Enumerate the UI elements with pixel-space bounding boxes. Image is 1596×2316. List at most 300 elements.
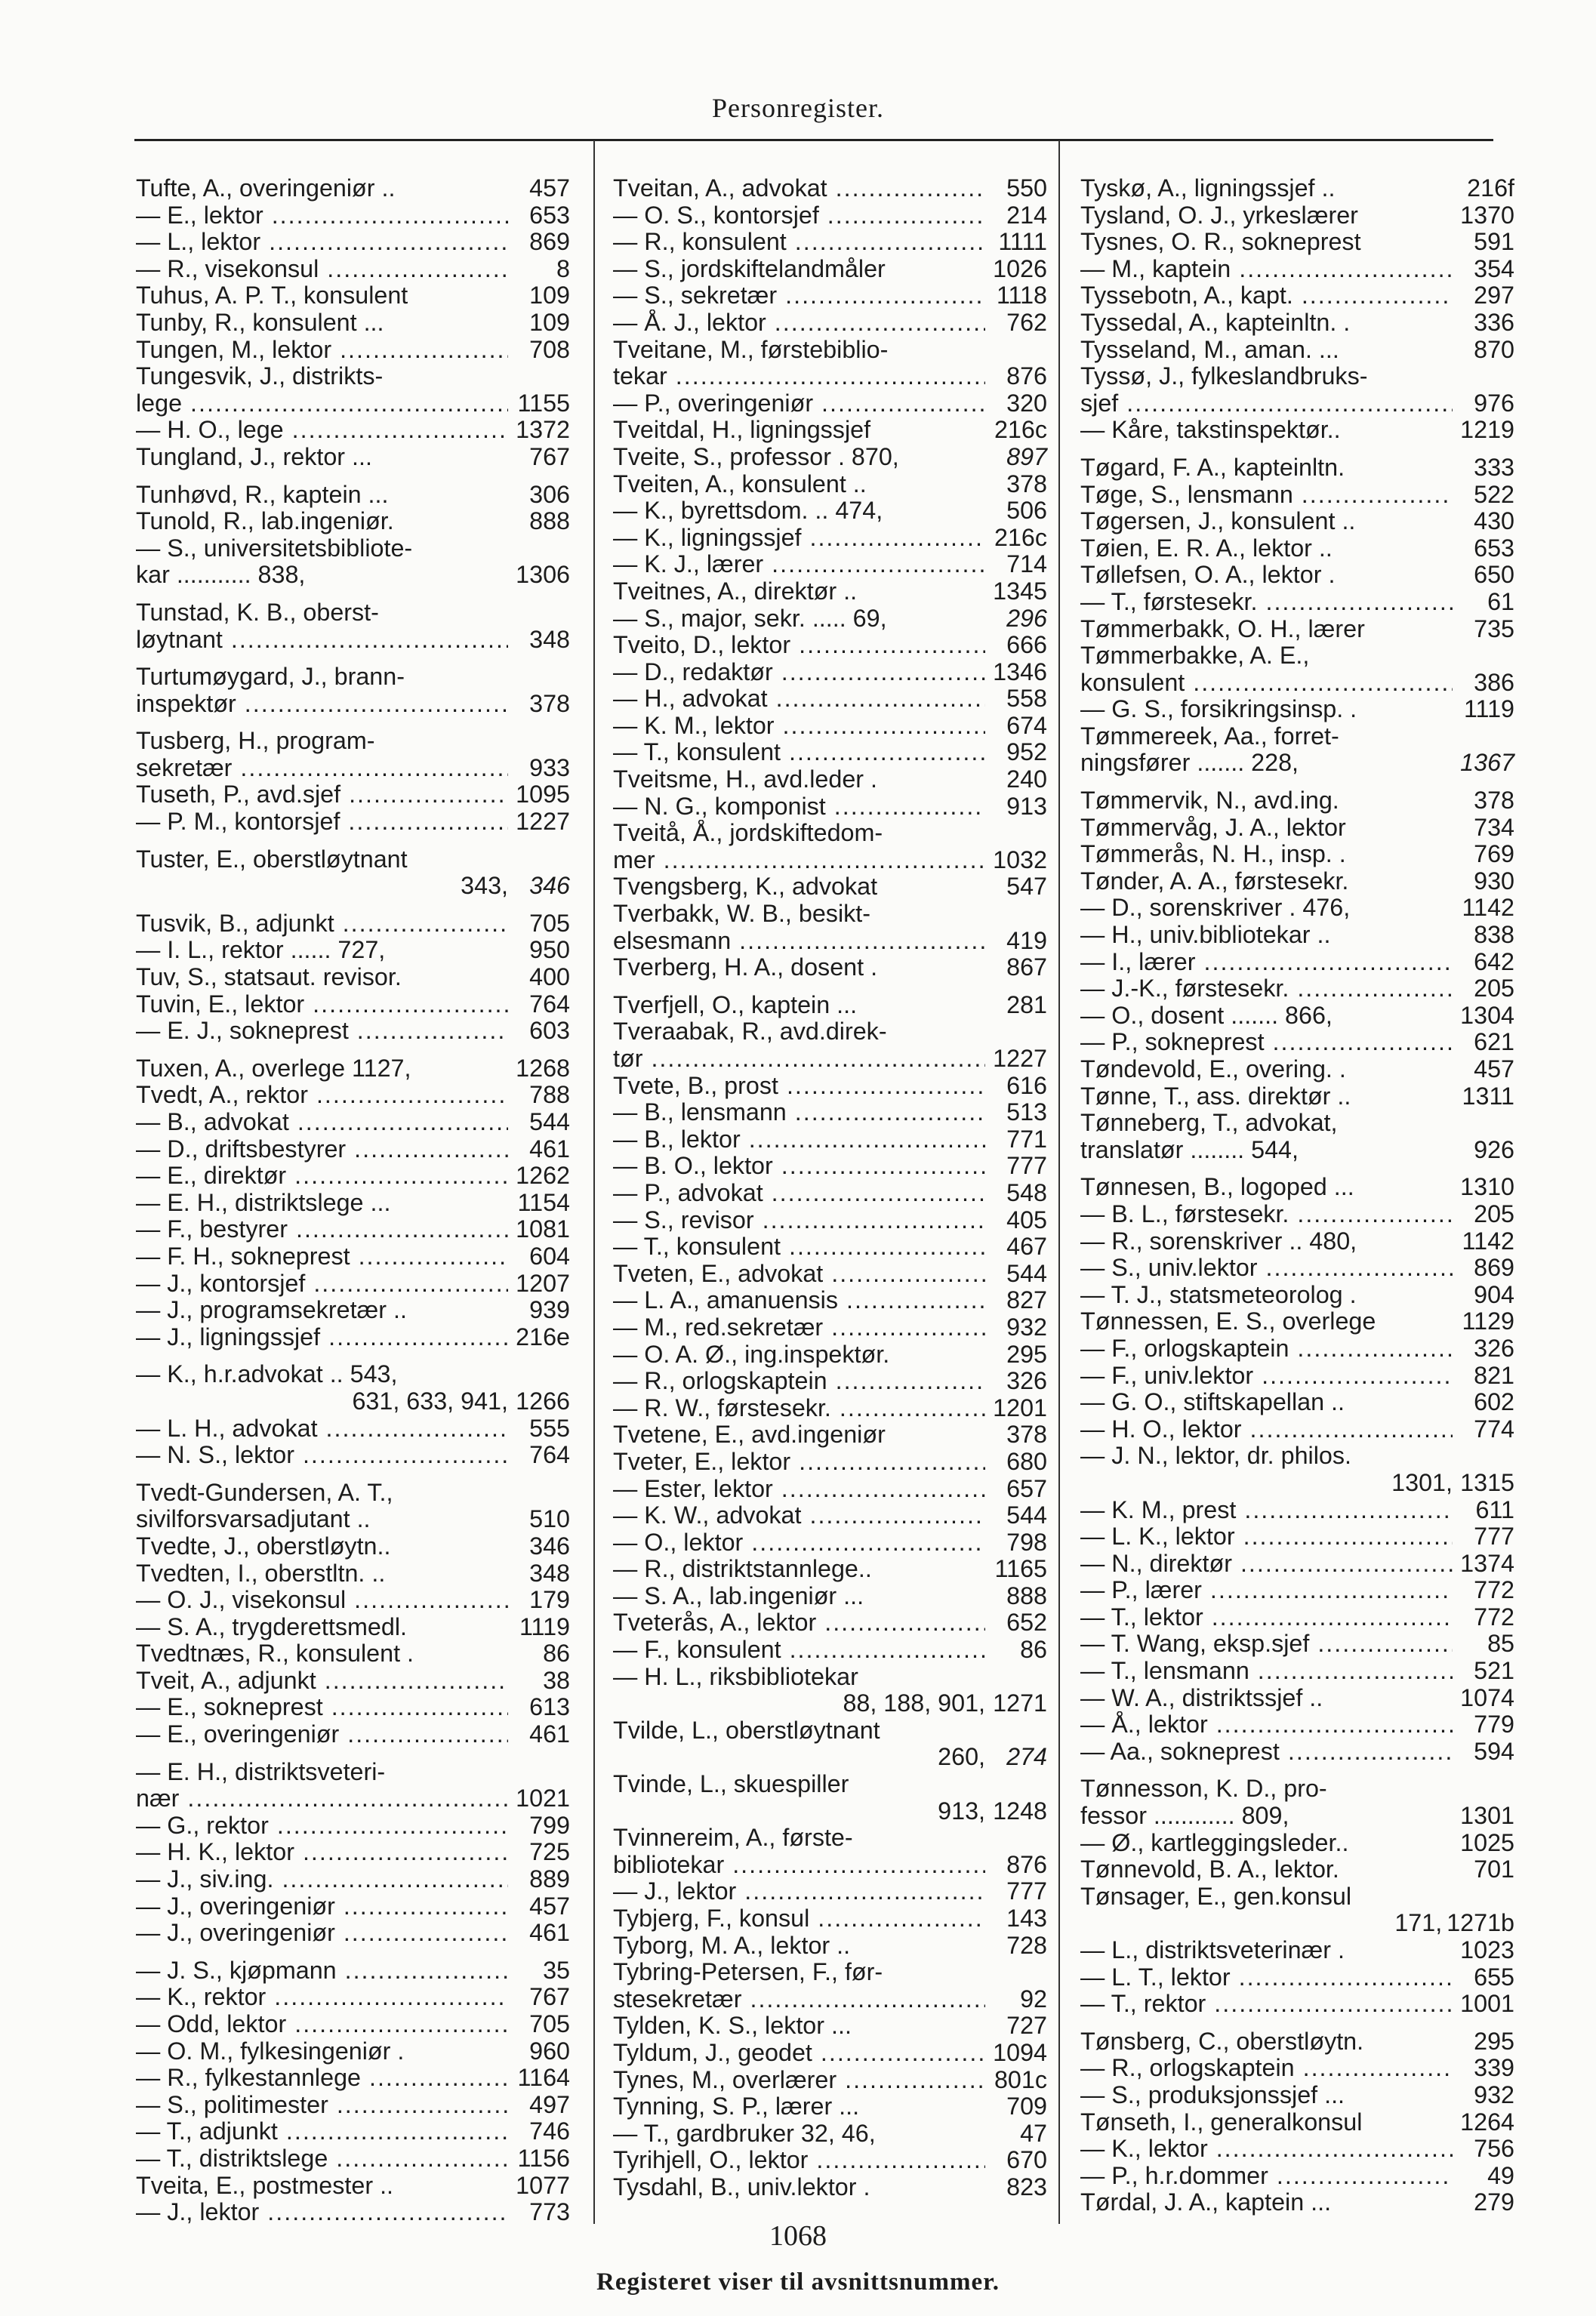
entry-name: — L. T., lektor ..... bbox=[1080, 1964, 1453, 1991]
register-entry bbox=[1080, 1523, 1514, 1551]
entry-reference: 1311 bbox=[1462, 1082, 1514, 1110]
register-entry bbox=[136, 390, 570, 417]
entry-name: — S., revisor ..... bbox=[613, 1207, 985, 1234]
register-entry bbox=[1080, 841, 1514, 868]
entry-reference: 544 bbox=[1006, 1259, 1047, 1287]
entry-reference: 764 bbox=[529, 1441, 570, 1469]
register-entry bbox=[136, 808, 570, 836]
entry-reference: 939 bbox=[529, 1296, 570, 1324]
register-entry bbox=[1080, 1604, 1514, 1631]
register-entry bbox=[613, 1287, 1047, 1314]
register-entry bbox=[1080, 2163, 1514, 2190]
entry-name: — D., sorenskriver . 476, bbox=[1080, 895, 1351, 922]
entry-reference: 821 bbox=[1474, 1361, 1514, 1389]
entry-name: Tveitsme, H., avd.leder . bbox=[613, 766, 877, 793]
register-entry bbox=[136, 728, 570, 755]
register-entry bbox=[613, 766, 1047, 793]
entry-reference: 1207 bbox=[516, 1269, 570, 1297]
entry-name: — T. J., statsmeteorolog . bbox=[1080, 1281, 1357, 1308]
register-entry bbox=[1080, 175, 1514, 202]
entry-reference: 295 bbox=[1006, 1340, 1047, 1368]
entry-reference: 430 bbox=[1474, 507, 1514, 535]
entry-reference: 214 bbox=[1006, 201, 1047, 229]
register-entry bbox=[1080, 1174, 1514, 1201]
entry-name: — L. H., advokat ..... bbox=[136, 1415, 508, 1443]
entry-reference: 735 bbox=[1474, 614, 1514, 642]
entry-reference: 1156 bbox=[517, 2144, 570, 2172]
register-entry bbox=[136, 1082, 570, 1109]
entry-name: — J. N., lektor, dr. philos. bbox=[1080, 1443, 1351, 1470]
entry-reference: 1118 bbox=[996, 282, 1047, 310]
register-entry bbox=[1080, 1910, 1514, 1937]
register-entry bbox=[1080, 1883, 1514, 1911]
entry-name: Tybjerg, F., konsul ..... bbox=[613, 1905, 985, 1933]
entry-name: — K., byrettsdom. .. 474, bbox=[613, 497, 883, 525]
entry-name: — N., direktør ..... bbox=[1080, 1551, 1453, 1578]
register-entry bbox=[1080, 229, 1514, 256]
entry-name: — K., ligningssjef ..... bbox=[613, 525, 985, 552]
entry-reference: 1372 bbox=[516, 416, 570, 444]
entry-name: Tverfjell, O., kaptein ... bbox=[613, 991, 858, 1018]
entry-reference: 827 bbox=[1006, 1286, 1047, 1314]
register-entry bbox=[613, 954, 1047, 981]
entry-reference: 1370 bbox=[1460, 201, 1514, 229]
entry-reference: 1227 bbox=[993, 1045, 1047, 1072]
register-entry bbox=[613, 2093, 1047, 2120]
register-entry bbox=[136, 1297, 570, 1324]
register-column-2 bbox=[613, 175, 1047, 2201]
entry-name: 171, bbox=[1394, 1910, 1443, 1937]
entry-reference: 933 bbox=[529, 753, 570, 781]
entry-name: — K. M., prest ..... bbox=[1080, 1497, 1453, 1524]
register-entry bbox=[1080, 1282, 1514, 1309]
entry-name: inspektør ..... bbox=[136, 691, 508, 718]
register-entry bbox=[136, 1812, 570, 1840]
register-entry bbox=[1080, 1137, 1514, 1164]
entry-name: — O., lektor ..... bbox=[613, 1529, 985, 1557]
entry-reference: 913 bbox=[1006, 792, 1047, 820]
entry-name: — J., lektor ..... bbox=[613, 1878, 985, 1905]
entry-reference: 604 bbox=[529, 1242, 570, 1270]
register-entry bbox=[136, 363, 570, 390]
entry-name: — D., redaktør ..... bbox=[613, 659, 985, 686]
register-entry bbox=[1080, 1856, 1514, 1883]
register-entry bbox=[613, 525, 1047, 552]
entry-reference: 950 bbox=[529, 936, 570, 964]
register-entry bbox=[1080, 202, 1514, 229]
entry-name: — K., rektor ..... bbox=[136, 1984, 508, 2011]
register-entry bbox=[613, 282, 1047, 310]
entry-reference: 1142 bbox=[1462, 894, 1514, 922]
register-entry bbox=[613, 1609, 1047, 1637]
entry-name: — J., lektor ..... bbox=[136, 2199, 508, 2226]
register-entry bbox=[1080, 337, 1514, 364]
entry-name: — R., orlogskaptein ..... bbox=[613, 1368, 985, 1395]
register-entry bbox=[1080, 1937, 1514, 1964]
entry-name: Tørdal, J. A., kaptein ... bbox=[1080, 2189, 1332, 2216]
register-entry bbox=[136, 691, 570, 718]
entry-name: Tysnes, O. R., sokneprest bbox=[1080, 229, 1361, 256]
entry-reference: 603 bbox=[529, 1017, 570, 1045]
register-entry bbox=[136, 2173, 570, 2200]
entry-name: Tveter, E., lektor ..... bbox=[613, 1449, 985, 1476]
entry-name: — K. J., lærer ..... bbox=[613, 551, 985, 578]
entry-reference: 701 bbox=[1474, 1856, 1514, 1883]
entry-name: Tønder, A. A., førstesekr. bbox=[1080, 867, 1349, 895]
entry-reference: 297 bbox=[1474, 282, 1514, 310]
register-entry bbox=[136, 1640, 570, 1668]
entry-reference: 461 bbox=[529, 1135, 570, 1163]
entry-reference: 705 bbox=[529, 909, 570, 937]
register-entry bbox=[136, 2011, 570, 2038]
register-entry bbox=[136, 2038, 570, 2065]
entry-name: Tungen, M., lektor ..... bbox=[136, 337, 508, 364]
entry-reference: 544 bbox=[529, 1108, 570, 1135]
register-entry bbox=[613, 175, 1047, 202]
entry-name: Tønsberg, C., oberstløytn. bbox=[1080, 2028, 1364, 2055]
entry-reference: 870 bbox=[1474, 335, 1514, 363]
entry-name: — L. A., amanuensis ..... bbox=[613, 1287, 985, 1314]
entry-name: 1301, bbox=[1391, 1469, 1453, 1496]
entry-name: Tvedt-Gundersen, A. T., bbox=[136, 1479, 393, 1506]
entry-reference: 1271 bbox=[993, 1689, 1047, 1717]
entry-reference: 86 bbox=[1020, 1636, 1047, 1664]
entry-reference: 774 bbox=[1474, 1415, 1514, 1443]
entry-reference: 1119 bbox=[519, 1612, 570, 1640]
entry-name: — F. H., sokneprest ..... bbox=[136, 1243, 508, 1270]
entry-name: kar ........... 838, bbox=[136, 562, 306, 589]
entry-name: — P. M., kontorsjef ..... bbox=[136, 808, 508, 836]
register-entry bbox=[1080, 417, 1514, 444]
register-entry bbox=[613, 1905, 1047, 1933]
entry-reference: 521 bbox=[1474, 1657, 1514, 1685]
entry-name: Tveitnes, A., direktør .. bbox=[613, 577, 858, 605]
entry-name: — Ø., kartleggingsleder.. bbox=[1080, 1829, 1349, 1856]
register-entry bbox=[136, 1109, 570, 1136]
entry-name: Tønneberg, T., advokat, bbox=[1080, 1110, 1338, 1137]
register-entry bbox=[136, 417, 570, 444]
entry-name: løytnant ..... bbox=[136, 627, 508, 654]
register-entry bbox=[613, 739, 1047, 766]
entry-reference: 1074 bbox=[1460, 1683, 1514, 1711]
entry-reference: 339 bbox=[1474, 2054, 1514, 2082]
entry-name: Tuseth, P., avd.sjef ..... bbox=[136, 781, 508, 808]
register-entry bbox=[613, 1395, 1047, 1422]
entry-name: Tveite, S., professor . 870, bbox=[613, 443, 899, 470]
entry-name: Tvedte, J., oberstløytn.. bbox=[136, 1532, 391, 1560]
entry-name: Tynes, M., overlærer ..... bbox=[613, 2067, 985, 2094]
entry-name: — K. W., advokat ..... bbox=[613, 1502, 985, 1529]
entry-name: — B., lensmann ..... bbox=[613, 1099, 985, 1126]
entry-reference: 109 bbox=[529, 308, 570, 336]
entry-reference: 179 bbox=[529, 1586, 570, 1614]
entry-name: — B., advokat ..... bbox=[136, 1109, 508, 1136]
entry-reference: 544 bbox=[1006, 1501, 1047, 1529]
entry-name: — J., overingeniør ..... bbox=[136, 1893, 508, 1920]
entry-reference: 1262 bbox=[516, 1162, 570, 1190]
entry-reference: 1023 bbox=[1460, 1936, 1514, 1963]
register-entry bbox=[1080, 454, 1514, 482]
register-entry bbox=[1080, 750, 1514, 777]
register-entry bbox=[1080, 2055, 1514, 2082]
entry-name: sjef ..... bbox=[1080, 390, 1453, 417]
entry-name: 913, bbox=[938, 1797, 985, 1825]
entry-reference: 869 bbox=[529, 228, 570, 256]
register-entry bbox=[136, 1694, 570, 1721]
entry-reference: 767 bbox=[529, 1983, 570, 2011]
register-entry bbox=[613, 2120, 1047, 2148]
entry-name: Tveterås, A., lektor ..... bbox=[613, 1609, 985, 1637]
register-entry bbox=[1080, 868, 1514, 895]
entry-reference: 457 bbox=[529, 1892, 570, 1920]
entry-reference: 296 bbox=[1006, 604, 1047, 632]
entry-name: Turtumøygard, J., brann- bbox=[136, 664, 405, 691]
register-entry bbox=[136, 282, 570, 310]
entry-reference: 876 bbox=[1006, 1850, 1047, 1878]
register-entry bbox=[1080, 1577, 1514, 1604]
register-entry bbox=[136, 1163, 570, 1190]
entry-name: — S., universitetsbibliote- bbox=[136, 534, 413, 562]
register-entry bbox=[136, 1721, 570, 1748]
register-entry bbox=[1080, 949, 1514, 976]
column-divider bbox=[593, 140, 595, 2224]
register-entry bbox=[613, 820, 1047, 847]
entry-name: Tveitå, Å., jordskiftedom- bbox=[613, 820, 883, 847]
entry-name: — H. K., lektor ..... bbox=[136, 1839, 508, 1866]
entry-name: Tveito, D., lektor ..... bbox=[613, 632, 985, 659]
entry-reference: 461 bbox=[529, 1720, 570, 1748]
entry-name: — L., distriktsveterinær . bbox=[1080, 1937, 1345, 1963]
register-entry bbox=[613, 1825, 1047, 1852]
entry-name: Tverberg, H. A., dosent . bbox=[613, 954, 878, 981]
entry-name: Tvinnereim, A., første- bbox=[613, 1825, 853, 1852]
entry-reference: 655 bbox=[1474, 1963, 1514, 1991]
entry-name: — R. W., førstesekr. ..... bbox=[613, 1395, 985, 1422]
register-entry bbox=[136, 873, 570, 900]
register-entry bbox=[613, 1476, 1047, 1503]
entry-reference: 320 bbox=[1006, 389, 1047, 417]
entry-reference: 1268 bbox=[516, 1054, 570, 1082]
entry-reference: 1271b bbox=[1447, 1909, 1514, 1937]
entry-reference: 61 bbox=[1487, 587, 1514, 615]
entry-reference: 86 bbox=[543, 1640, 570, 1668]
entry-name: — K., h.r.advokat .. 543, bbox=[136, 1361, 398, 1388]
register-entry bbox=[613, 310, 1047, 337]
entry-reference: 771 bbox=[1006, 1125, 1047, 1153]
entry-reference: 1346 bbox=[993, 658, 1047, 685]
register-entry bbox=[1080, 482, 1514, 509]
register-entry bbox=[613, 2147, 1047, 2174]
entry-name: Tøgard, F. A., kapteinltn. bbox=[1080, 454, 1345, 481]
entry-name: Tøllefsen, O. A., lektor . bbox=[1080, 562, 1336, 589]
register-entry bbox=[1080, 2028, 1514, 2056]
entry-name: Tusberg, H., program- bbox=[136, 728, 375, 755]
entry-name: — G. O., stiftskapellan .. bbox=[1080, 1389, 1345, 1416]
entry-name: — J.-K., førstesekr. ..... bbox=[1080, 975, 1453, 1002]
register-entry bbox=[613, 2040, 1047, 2067]
entry-name: Tvete, B., prost ..... bbox=[613, 1073, 985, 1100]
entry-reference: 1367 bbox=[1460, 749, 1514, 777]
register-entry bbox=[613, 1744, 1047, 1771]
register-entry bbox=[1080, 589, 1514, 616]
entry-name: — M., kaptein ..... bbox=[1080, 256, 1453, 283]
entry-name: — P., advokat ..... bbox=[613, 1180, 985, 1207]
register-entry bbox=[136, 1018, 570, 1045]
entry-name: Tysdahl, B., univ.lektor . bbox=[613, 2173, 870, 2201]
register-entry bbox=[136, 1839, 570, 1866]
entry-reference: 798 bbox=[1006, 1528, 1047, 1556]
entry-name: — E. J., sokneprest ..... bbox=[136, 1018, 508, 1045]
register-entry bbox=[613, 551, 1047, 578]
entry-reference: 772 bbox=[1474, 1603, 1514, 1631]
entry-name: — E., overingeniør ..... bbox=[136, 1721, 508, 1748]
entry-name: — I. L., rektor ...... 727, bbox=[136, 937, 386, 964]
entry-reference: 1164 bbox=[517, 2064, 570, 2092]
entry-reference: 8 bbox=[556, 254, 570, 282]
entry-name: — R., sorenskriver .. 480, bbox=[1080, 1227, 1357, 1255]
register-entry bbox=[613, 1502, 1047, 1529]
entry-name: Tynning, S. P., lærer ... bbox=[613, 2093, 860, 2120]
entry-reference: 1155 bbox=[517, 389, 570, 417]
entry-reference: 348 bbox=[529, 625, 570, 653]
entry-name: stesekretær ..... bbox=[613, 1986, 985, 2013]
entry-name: — T., rektor ..... bbox=[1080, 1991, 1453, 2018]
register-entry bbox=[613, 1368, 1047, 1395]
register-entry bbox=[613, 873, 1047, 901]
entry-reference: 773 bbox=[529, 2198, 570, 2226]
entry-reference: 613 bbox=[529, 1693, 570, 1721]
entry-name: Tveitdal, H., ligningssjef bbox=[613, 417, 871, 444]
register-entry bbox=[613, 1018, 1047, 1046]
entry-name: sivilforsvarsadjutant .. bbox=[136, 1506, 371, 1533]
register-entry bbox=[1080, 1201, 1514, 1228]
entry-name: — K. M., lektor ..... bbox=[613, 713, 985, 740]
register-entry bbox=[613, 471, 1047, 498]
register-entry bbox=[136, 2092, 570, 2119]
entry-reference: 621 bbox=[1474, 1028, 1514, 1056]
register-column-1 bbox=[136, 175, 570, 2226]
entry-reference: 405 bbox=[1006, 1206, 1047, 1233]
entry-reference: 1026 bbox=[993, 254, 1047, 282]
entry-name: Tunhøvd, R., kaptein ... bbox=[136, 481, 389, 508]
register-entry bbox=[613, 390, 1047, 417]
entry-reference: 772 bbox=[1474, 1576, 1514, 1604]
entry-name: — E., direktør ..... bbox=[136, 1163, 508, 1190]
entry-reference: 1021 bbox=[516, 1785, 570, 1812]
entry-name: Tveiten, A., konsulent .. bbox=[613, 470, 867, 497]
entry-reference: 346 bbox=[529, 1532, 570, 1560]
entry-reference: 419 bbox=[1006, 926, 1047, 954]
entry-reference: 378 bbox=[1006, 1421, 1047, 1449]
entry-reference: 1032 bbox=[993, 845, 1047, 873]
entry-name: — P., overingeniør ..... bbox=[613, 390, 985, 417]
entry-reference: 295 bbox=[1474, 2027, 1514, 2055]
register-entry bbox=[136, 627, 570, 654]
entry-name: — Odd, lektor ..... bbox=[136, 2011, 508, 2038]
register-entry bbox=[136, 1560, 570, 1588]
register-entry bbox=[613, 1099, 1047, 1126]
entry-name: — R., konsulent ..... bbox=[613, 229, 985, 256]
register-entry bbox=[1080, 1056, 1514, 1083]
register-entry bbox=[613, 229, 1047, 256]
register-entry bbox=[613, 1421, 1047, 1449]
entry-name: Tuhus, A. P. T., konsulent bbox=[136, 282, 408, 310]
register-entry bbox=[1080, 2109, 1514, 2136]
entry-reference: 889 bbox=[529, 1865, 570, 1893]
entry-name: — J., siv.ing. ..... bbox=[136, 1866, 508, 1893]
entry-reference: 1315 bbox=[1460, 1468, 1514, 1496]
entry-name: Tufte, A., overingeniør .. bbox=[136, 175, 396, 202]
entry-name: Tunstad, K. B., oberst- bbox=[136, 599, 379, 626]
entry-reference: 333 bbox=[1474, 453, 1514, 481]
entry-reference: 952 bbox=[1006, 738, 1047, 766]
register-entry bbox=[136, 964, 570, 991]
entry-reference: 1227 bbox=[516, 808, 570, 836]
register-entry bbox=[136, 1866, 570, 1893]
register-entry bbox=[1080, 390, 1514, 417]
entry-name: Tveitan, A., advokat ..... bbox=[613, 175, 985, 202]
entry-reference: 279 bbox=[1474, 2188, 1514, 2216]
register-entry bbox=[136, 1480, 570, 1507]
entry-name: Tvilde, L., oberstløytnant bbox=[613, 1717, 880, 1744]
register-entry bbox=[613, 497, 1047, 525]
register-entry bbox=[136, 1190, 570, 1217]
register-entry bbox=[613, 2174, 1047, 2201]
register-entry bbox=[613, 1637, 1047, 1664]
entry-name: konsulent ..... bbox=[1080, 670, 1453, 697]
entry-name: — R., visekonsul ..... bbox=[136, 256, 508, 283]
register-entry bbox=[613, 605, 1047, 633]
entry-reference: 1219 bbox=[1460, 416, 1514, 444]
register-entry bbox=[613, 992, 1047, 1019]
entry-reference: 1201 bbox=[993, 1394, 1047, 1421]
entry-name: — R., distriktstannlege.. bbox=[613, 1556, 872, 1583]
entry-reference: 777 bbox=[1474, 1523, 1514, 1551]
register-entry bbox=[1080, 1497, 1514, 1524]
entry-reference: 777 bbox=[1006, 1152, 1047, 1180]
entry-name: Tvedtnæs, R., konsulent . bbox=[136, 1640, 414, 1668]
register-entry bbox=[613, 1046, 1047, 1073]
entry-reference: 216c bbox=[994, 416, 1047, 444]
register-entry bbox=[613, 659, 1047, 686]
entry-reference: 47 bbox=[1020, 2119, 1047, 2147]
entry-reference: 1095 bbox=[516, 781, 570, 808]
entry-name: Tveit, A., adjunkt ..... bbox=[136, 1668, 508, 1695]
entry-name: Tyskø, A., ligningssjef .. bbox=[1080, 175, 1336, 202]
entry-name: Tylden, K. S., lektor ... bbox=[613, 2013, 852, 2040]
register-entry bbox=[136, 1506, 570, 1533]
register-entry bbox=[1080, 1389, 1514, 1416]
register-entry bbox=[613, 793, 1047, 821]
register-entry bbox=[1080, 2136, 1514, 2163]
entry-name: — M., red.sekretær ..... bbox=[613, 1314, 985, 1341]
entry-name: mer ..... bbox=[613, 847, 985, 874]
register-entry bbox=[136, 1759, 570, 1786]
entry-name: Tyssebotn, A., kapt. ..... bbox=[1080, 282, 1453, 310]
entry-name: — R., fylkestannlege ..... bbox=[136, 2065, 508, 2092]
entry-reference: 38 bbox=[543, 1666, 570, 1694]
register-entry bbox=[1080, 616, 1514, 643]
entry-name: — S., univ.lektor ..... bbox=[1080, 1255, 1453, 1282]
register-entry bbox=[136, 910, 570, 938]
register-entry bbox=[1080, 310, 1514, 337]
entry-reference: 1266 bbox=[516, 1387, 570, 1415]
register-entry bbox=[136, 2145, 570, 2173]
entry-name: — N. S., lektor ..... bbox=[136, 1442, 508, 1469]
entry-reference: 876 bbox=[1006, 362, 1047, 390]
register-entry bbox=[1080, 975, 1514, 1002]
register-entry bbox=[613, 847, 1047, 874]
